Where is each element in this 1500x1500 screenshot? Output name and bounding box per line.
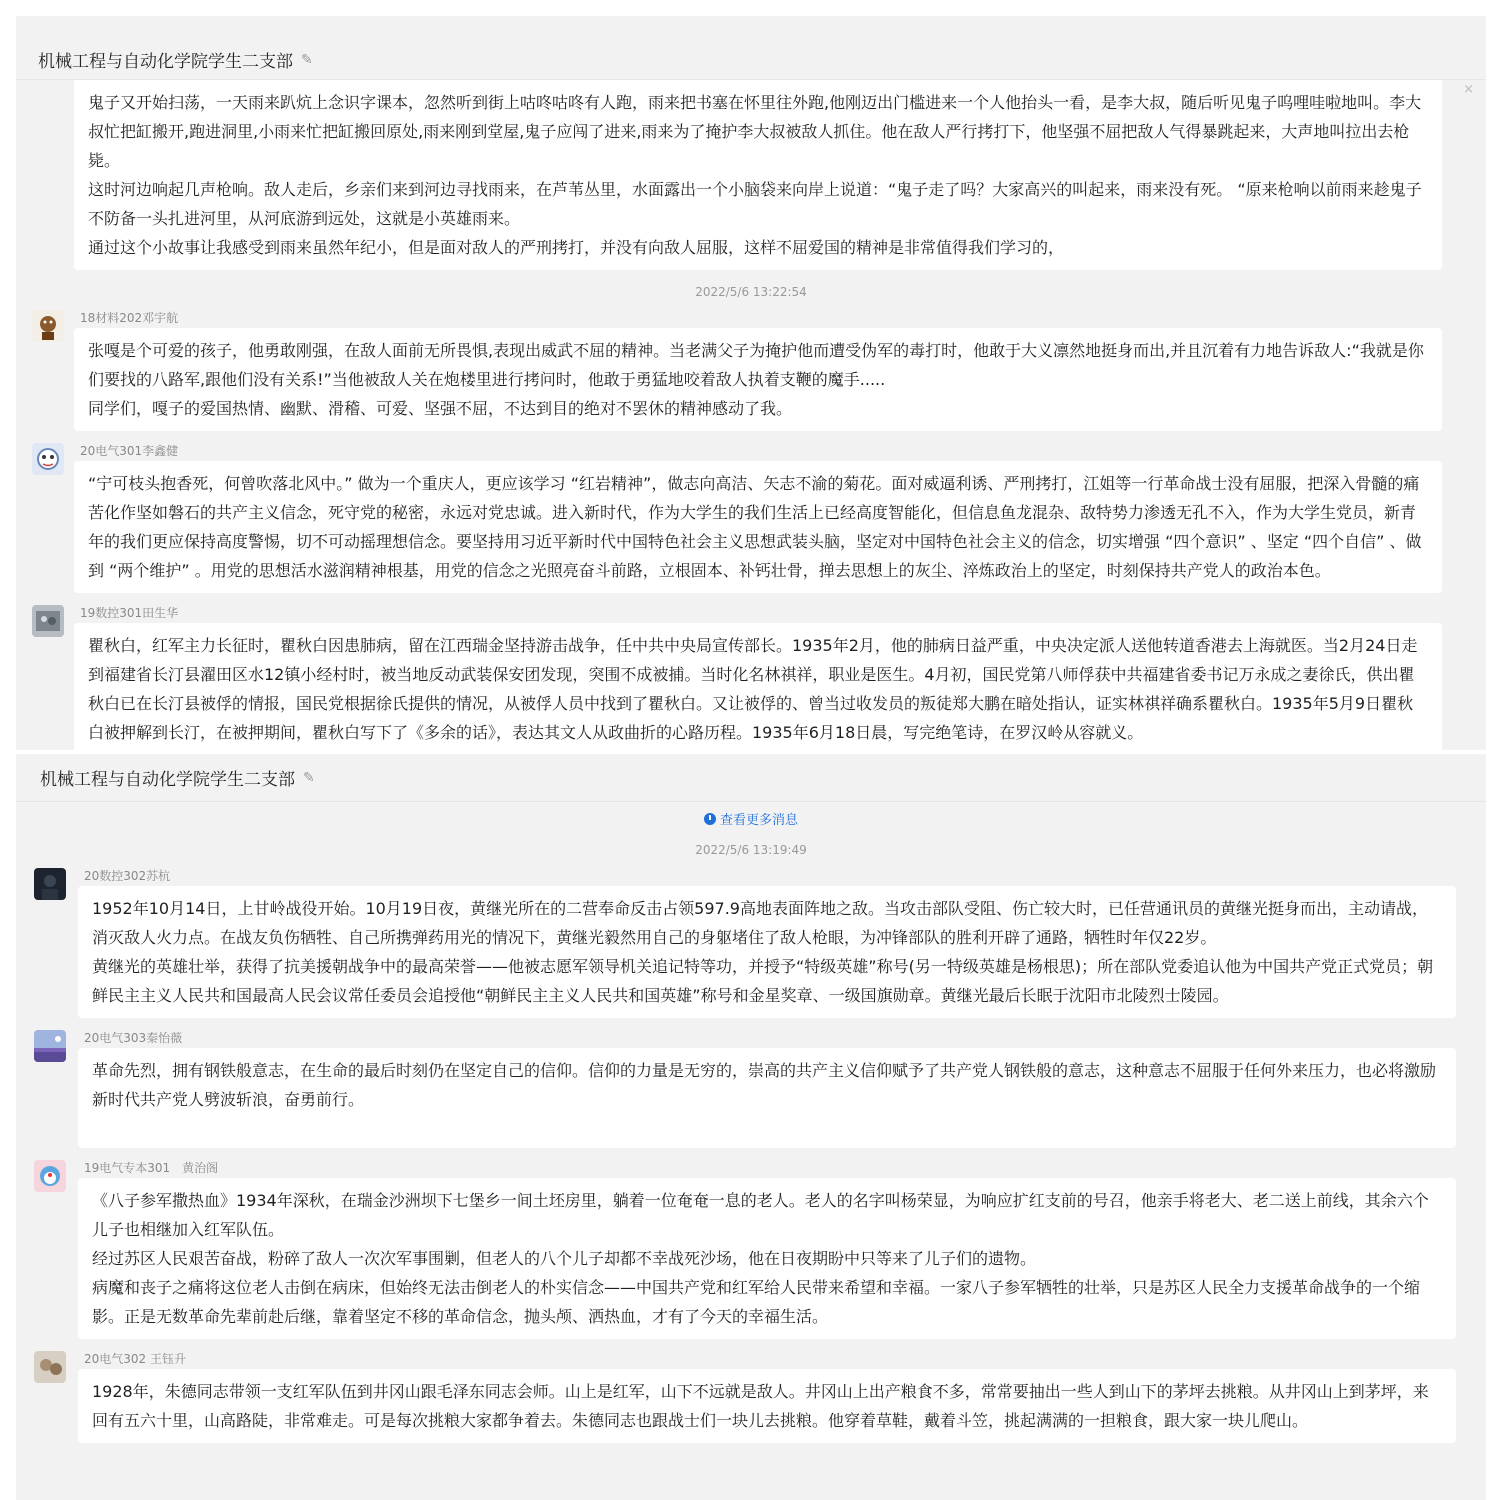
message-paragraph: “宁可枝头抱香死，何曾吹落北风中。” 做为一个重庆人，更应该学习 “红岩精神”，做志向高洁、矢志不渝的菊花。面对威逼利诱、严刑拷打，江姐等一行革命战士没有屈服，把深入骨髓的痛苦化作坚如磐石的共产主义信念，死守党的秘密，永远对党忠诚。进入新时代，作为大学生的我们生活上已经高度智能化，但信息鱼龙混杂、敌特势力渗透无孔不入，作为大学生党员，新青年的我们更应保持高度警惕，切不可动摇理想信念。要坚持用习近平新时代中国特色社会主义思想武装头脑，坚定对中国特色社会主义的信念，切实增强 “四个意识” 、坚定 “四个自信” 、做到 “两个维护” 。用党的思想活水滋润精神根基，用党的信念之光照亮奋斗前路，立根固本、补钙壮骨，掸去思想上的灰尘、淬炼政治上的坚定，时刻保持共产党人的政治本色。 — [88, 474, 1422, 580]
message-bubble — [74, 623, 1442, 750]
close-icon[interactable]: × — [1463, 82, 1474, 97]
sender-name: 19电气专本301 黄治阁 — [84, 1161, 219, 1175]
message-paragraph: 鬼子又开始扫荡，一天雨来趴炕上念识字课本，忽然听到街上咕咚咕咚有人跑，雨来把书塞在怀里往外跑,他刚迈出门槛进来一个人他抬头一看，是李大叔，随后听见鬼子呜哩哇啦地叫。李大叔忙把缸搬开,跑进洞里,小雨来忙把缸搬回原处,雨来刚到堂屋,鬼子应闯了进来,雨来为了掩护李大叔被敌人抓住。他在敌人严行拷打下，他坚强不屈把敌人气得暴跳起来，大声地叫拉出去枪毙。 — [88, 93, 1422, 170]
message-bubble — [78, 1048, 1456, 1148]
avatar[interactable] — [34, 1030, 66, 1062]
message-paragraph: 张嘎是个可爱的孩子，他勇敢刚强，在敌人面前无所畏惧,表现出威武不屈的精神。当老满父子为掩护他而遭受伪军的毒打时，他敢于大义凛然地挺身而出,并且沉着有力地告诉敌人:“我就是你们要找的八路军,跟他们没有关系!”当他被敌人关在炮楼里进行拷问时，他敢于勇猛地咬着敌人执着支鞭的魔手..... — [88, 341, 1424, 389]
message-timestamp: 2022/5/6 13:19:49 — [695, 843, 807, 857]
chat-header — [16, 16, 1486, 80]
message-bubble — [74, 72, 1442, 270]
message-paragraph: 《八子参军撒热血》1934年深秋，在瑞金沙洲坝下七堡乡一间土坯房里，躺着一位奄奄一息的老人。老人的名字叫杨荣显，为响应扩红支前的号召，他亲手将老大、老二送上前线，其余六个儿子也相继加入红军队伍。 — [92, 1191, 1429, 1239]
pencil-icon[interactable]: ✎ — [301, 51, 313, 68]
sender-name: 20电气303秦怡薇 — [84, 1031, 183, 1045]
message — [16, 308, 1486, 431]
avatar[interactable] — [32, 443, 64, 475]
message-paragraph: 同学们，嘎子的爱国热情、幽默、滑稽、可爱、坚强不屈，不达到目的绝对不罢休的精神感动了我。 — [88, 399, 793, 418]
message-paragraph: 革命先烈，拥有钢铁般意志，在生命的最后时刻仍在坚定自己的信仰。信仰的力量是无穷的，崇高的共产主义信仰赋予了共产党人钢铁般的意志，这种意志不屈服于任何外来压力，也必将激励新时代共产党人劈波斩浪，奋勇前行。 — [92, 1061, 1437, 1109]
message-paragraph: 这时河边响起几声枪响。敌人走后，乡亲们来到河边寻找雨来，在芦苇丛里，水面露出一个小脑袋来向岸上说道：“鬼子走了吗？大家高兴的叫起来，雨来没有死。 “原来枪响以前雨来趁鬼子不防备一头扎进河里，从河底游到远处，这就是小英雄雨来。 — [88, 180, 1422, 228]
message-paragraph: 1928年，朱德同志带领一支红军队伍到井冈山跟毛泽东同志会师。山上是红军，山下不远就是敌人。井冈山上出产粮食不多，常常要抽出一些人到山下的茅坪去挑粮。从井冈山上到茅坪，来回有五六十里，山高路陡，非常难走。可是每次挑粮大家都争着去。朱德同志也跟战士们一块儿去挑粮。他穿着草鞋，戴着斗笠，挑起满满的一担粮食，跟大家一块儿爬山。 — [92, 1382, 1429, 1430]
message-timestamp: 2022/5/6 13:22:54 — [695, 285, 807, 299]
message-paragraph: 1952年10月14日，上甘岭战役开始。10月19日夜，黄继光所在的二营奉命反击占领597.9高地表面阵地之敌。当攻击部队受阻、伤亡较大时，已任营通讯员的黄继光挺身而出，主动请战，消灭敌人火力点。在战友负伤牺牲、自己所携弹药用光的情况下，黄继光毅然用自己的身躯堵住了敌人枪眼，为冲锋部队的胜利开辟了通路，牺牲时年仅22岁。 — [92, 899, 1428, 947]
message-paragraph: 瞿秋白，红军主力长征时，瞿秋白因患肺病，留在江西瑞金坚持游击战争，任中共中央局宣传部长。1935年2月，他的肺病日益严重，中央决定派人送他转道香港去上海就医。当2月24日走到福建省长汀县濯田区水12镇小经村时，被当地反动武装保安团发现，突围不成被捕。当时化名林祺祥，职业是医生。4月初，国民党第八师俘获中共福建省委书记万永成之妻徐氏，供出瞿秋白已在长汀县被俘的情报，国民党根据徐氏提供的情况，从被俘人员中找到了瞿秋白。又让被俘的、曾当过收发员的叛徒郑大鹏在暗处指认，证实林祺祥确系瞿秋白。1935年5月9日瞿秋白被押解到长汀，在被押期间，瞿秋白写下了《多余的话》，表达其文人从政曲折的心路历程。1935年6月18日晨，写完绝笔诗，在罗汉岭从容就义。 — [88, 636, 1418, 742]
avatar[interactable] — [32, 310, 64, 342]
chat-window-top — [16, 16, 1486, 750]
message-paragraph: 通过这个小故事让我感受到雨来虽然年纪小，但是面对敌人的严刑拷打，并没有向敌人屈服，这样不屈爱国的精神是非常值得我们学习的， — [88, 238, 1065, 257]
message-bubble — [78, 886, 1456, 1018]
avatar[interactable] — [34, 868, 66, 900]
message — [16, 1158, 1486, 1339]
chat-header — [16, 754, 1486, 802]
pencil-icon[interactable]: ✎ — [303, 769, 315, 786]
message — [16, 441, 1486, 593]
message — [16, 866, 1486, 1018]
sender-name: 20电气302 王钰升 — [84, 1352, 186, 1366]
chat-window-bottom — [16, 754, 1486, 1500]
load-more-label: 查看更多消息 — [719, 813, 798, 828]
group-title: 机械工程与自动化学院学生二支部 — [38, 52, 293, 72]
message-list[interactable] — [16, 808, 1486, 1443]
message-paragraph: 病魔和丧子之痛将这位老人击倒在病床，但始终无法击倒老人的朴实信念——中国共产党和红军给人民带来希望和幸福。一家八子参军牺牲的壮举，只是苏区人民全力支援革命战争的一个缩影。正是无数革命先辈前赴后继，靠着坚定不移的革命信念，抛头颅、洒热血，才有了今天的幸福生活。 — [92, 1278, 1421, 1326]
avatar[interactable] — [34, 1351, 66, 1383]
load-more-link[interactable] — [16, 808, 1486, 834]
message-bubble — [78, 1178, 1456, 1339]
avatar[interactable] — [32, 605, 64, 637]
sender-name: 19数控301田生华 — [80, 606, 179, 620]
message-paragraph: 经过苏区人民艰苦奋战，粉碎了敌人一次次军事围剿，但老人的八个儿子却都不幸战死沙场，他在日夜期盼中只等来了儿子们的遗物。 — [92, 1249, 1037, 1268]
sender-name: 20电气301李鑫健 — [80, 444, 179, 458]
message — [16, 72, 1486, 270]
message — [16, 1028, 1486, 1148]
message-bubble — [74, 328, 1442, 431]
sender-name: 18材料202邓宇航 — [80, 311, 179, 325]
message — [16, 603, 1486, 750]
message-list[interactable] — [16, 72, 1486, 750]
clock-icon — [704, 813, 716, 825]
message-bubble — [78, 1369, 1456, 1443]
group-title: 机械工程与自动化学院学生二支部 — [40, 770, 295, 790]
message — [16, 1349, 1486, 1443]
message-bubble — [74, 461, 1442, 593]
sender-name: 20数控302苏杭 — [84, 869, 171, 883]
message-paragraph: 黄继光的英雄壮举，获得了抗美援朝战争中的最高荣誉——他被志愿军领导机关追记特等功，并授予“特级英雄”称号(另一特级英雄是杨根思)；所在部队党委追认他为中国共产党正式党员；朝鲜民主主义人民共和国最高人民会议常任委员会追授他“朝鲜民主主义人民共和国英雄”称号和金星奖章、一级国旗勋章。黄继光最后长眠于沈阳市北陵烈士陵园。 — [92, 957, 1434, 1005]
avatar[interactable] — [34, 1160, 66, 1192]
